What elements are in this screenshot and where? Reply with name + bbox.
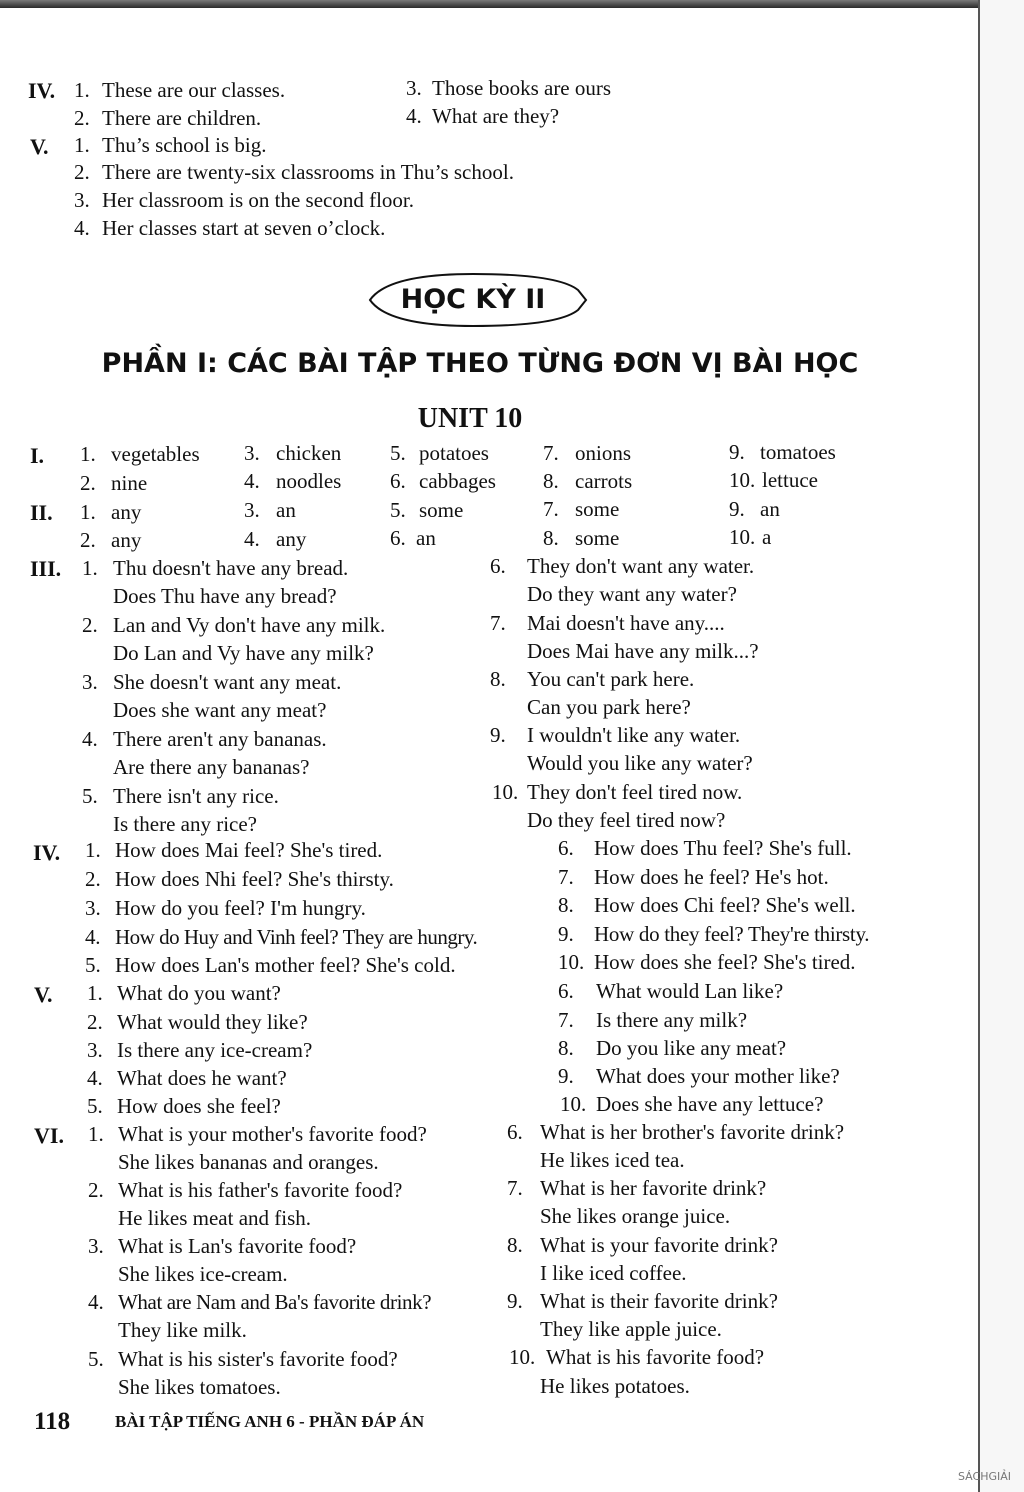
item-number: 1.: [74, 78, 90, 102]
item-number: 7.: [543, 497, 559, 521]
item-number: 7.: [558, 865, 574, 889]
answer-text: There are twenty-six classrooms in Thu’s school.: [102, 160, 514, 184]
section-label: IV.: [33, 840, 61, 865]
item-number: 4.: [244, 469, 260, 493]
item-number: 7.: [558, 1008, 574, 1032]
answer-text: How do you feel? I'm hungry.: [115, 896, 366, 920]
answer-text: Does Thu have any bread?: [113, 584, 337, 608]
answer-text: an: [416, 526, 436, 550]
semester-heading: [358, 270, 588, 330]
answer-text: Do they feel tired now?: [527, 808, 726, 832]
answer-text: noodles: [276, 469, 342, 493]
item-number: 4.: [85, 925, 101, 949]
answer-text: How does Mai feel? She's tired.: [115, 838, 383, 862]
section-label: VI.: [34, 1123, 64, 1148]
item-number: 4.: [406, 104, 422, 128]
answer-text: She likes tomatoes.: [118, 1375, 281, 1399]
answer-text: These are our classes.: [102, 78, 286, 102]
item-number: 8.: [558, 893, 574, 917]
answer-text: Does Mai have any milk...?: [527, 639, 759, 663]
section-label: III.: [30, 556, 62, 581]
answer-text: Are there any bananas?: [113, 755, 310, 779]
section-label: IV.: [28, 78, 56, 103]
answer-text: She likes ice-cream.: [118, 1262, 288, 1286]
answer-text: tomatoes: [760, 440, 836, 464]
item-number: 9.: [490, 723, 506, 747]
answer-text: Her classroom is on the second floor.: [102, 188, 415, 212]
item-number: 2.: [74, 106, 90, 130]
answer-text: How do Huy and Vinh feel? They are hungry.: [115, 925, 478, 949]
item-number: 8.: [490, 667, 506, 691]
answer-text: She likes bananas and oranges.: [118, 1150, 379, 1174]
item-number: 3.: [82, 670, 98, 694]
answer-text: What is your favorite drink?: [540, 1233, 778, 1257]
answer-text: They like apple juice.: [540, 1317, 722, 1341]
answer-text: I like iced coffee.: [540, 1261, 687, 1285]
answer-text: lettuce: [762, 468, 818, 492]
answer-text: What does he want?: [117, 1066, 287, 1090]
item-number: 7.: [507, 1176, 523, 1200]
part-title: PHẦN I: CÁC BÀI TẬP THEO TỪNG ĐƠN VỊ BÀI HỌC: [101, 348, 859, 379]
item-number: 2.: [88, 1178, 104, 1202]
answer-text: Mai doesn't have any....: [527, 611, 725, 635]
item-number: 2.: [74, 160, 90, 184]
item-number: 5.: [85, 953, 101, 977]
item-number: 9.: [558, 922, 574, 946]
item-number: 3.: [87, 1038, 103, 1062]
item-number: 4.: [87, 1066, 103, 1090]
semester-title: HỌC KỲ II: [400, 284, 546, 315]
item-number: 2.: [80, 528, 96, 552]
answer-text: What is his sister's favorite food?: [118, 1347, 398, 1371]
item-number: 10.: [729, 468, 756, 492]
answer-text: vegetables: [111, 442, 200, 466]
answer-text: Can you park here?: [527, 695, 691, 719]
answer-text: Do you like any meat?: [596, 1036, 787, 1060]
answer-text: What does your mother like?: [596, 1064, 840, 1088]
item-number: 1.: [88, 1122, 104, 1146]
answer-text: carrots: [575, 469, 633, 493]
answer-text: How does he feel? He's hot.: [594, 865, 829, 889]
item-number: 6.: [390, 526, 406, 550]
answer-text: They like milk.: [118, 1318, 247, 1342]
item-number: 1.: [74, 133, 90, 157]
item-number: 2.: [87, 1010, 103, 1034]
answer-text: How does she feel? She's tired.: [594, 950, 856, 974]
answer-text: What are Nam and Ba's favorite drink?: [118, 1290, 432, 1314]
item-number: 10.: [492, 780, 519, 804]
answer-text: They don't want any water.: [527, 554, 755, 578]
item-number: 3.: [88, 1234, 104, 1258]
item-number: 10.: [558, 950, 585, 974]
item-number: 1.: [82, 556, 98, 580]
section-label: V.: [30, 134, 49, 159]
answer-text: They don't feel tired now.: [527, 780, 743, 804]
item-number: 4.: [82, 727, 98, 751]
item-number: 6.: [490, 554, 506, 578]
item-number: 2.: [80, 471, 96, 495]
answer-text: What is Lan's favorite food?: [118, 1234, 357, 1258]
item-number: 6.: [507, 1120, 523, 1144]
answer-text: Thu’s school is big.: [102, 133, 267, 157]
answer-text: Her classes start at seven o’clock.: [102, 216, 386, 240]
item-number: 6.: [390, 469, 406, 493]
section-label: V.: [34, 982, 53, 1007]
answer-text: Would you like any water?: [527, 751, 753, 775]
answer-text: How does Nhi feel? She's thirsty.: [115, 867, 394, 891]
answer-text: any: [111, 500, 142, 524]
watermark-logo: SÁCHGIẢI: [958, 1470, 1012, 1483]
answer-text: Is there any milk?: [596, 1008, 748, 1032]
item-number: 2.: [82, 613, 98, 637]
answer-text: What is his favorite food?: [546, 1345, 765, 1369]
answer-text: How does Thu feel? She's full.: [594, 836, 852, 860]
item-number: 1.: [85, 838, 101, 862]
answer-text: He likes meat and fish.: [118, 1206, 312, 1230]
answer-text: There aren't any bananas.: [113, 727, 327, 751]
item-number: 5.: [82, 784, 98, 808]
answer-text: What do you want?: [117, 981, 281, 1005]
answer-text: cabbages: [419, 469, 496, 493]
item-number: 9.: [729, 440, 745, 464]
item-number: 7.: [490, 611, 506, 635]
item-number: 4.: [88, 1290, 104, 1314]
scan-top-edge: [0, 0, 980, 8]
answer-text: What are they?: [432, 104, 560, 128]
answer-text: Does she have any lettuce?: [596, 1092, 824, 1116]
answer-text: Is there any ice-cream?: [117, 1038, 313, 1062]
item-number: 5.: [87, 1094, 103, 1118]
unit-title: UNIT 10: [417, 403, 523, 434]
item-number: 10.: [509, 1345, 536, 1369]
book-title: BÀI TẬP TIẾNG ANH 6 - PHẦN ĐÁP ÁN: [115, 1412, 425, 1431]
item-number: 1.: [80, 442, 96, 466]
item-number: 10.: [560, 1092, 587, 1116]
answer-text: any: [276, 527, 307, 551]
item-number: 4.: [244, 527, 260, 551]
answer-text: How do they feel? They're thirsty.: [594, 922, 870, 946]
answer-text: What would Lan like?: [596, 979, 784, 1003]
answer-text: He likes potatoes.: [540, 1374, 690, 1398]
answer-text: He likes iced tea.: [540, 1148, 685, 1172]
item-number: 3.: [406, 76, 422, 100]
item-number: 8.: [507, 1233, 523, 1257]
answer-text: How does she feel?: [117, 1094, 281, 1118]
item-number: 5.: [88, 1347, 104, 1371]
item-number: 4.: [74, 216, 90, 240]
answer-text: Those books are ours: [432, 76, 612, 100]
answer-text: There are children.: [102, 106, 262, 130]
page-number: 118: [34, 1408, 71, 1435]
section-label: II.: [30, 500, 53, 525]
answer-text: Do they want any water?: [527, 582, 737, 606]
item-number: 2.: [85, 867, 101, 891]
answer-text: Is there any rice?: [113, 812, 257, 836]
answer-text: some: [575, 497, 620, 521]
answer-text: There isn't any rice.: [113, 784, 279, 808]
answer-text: Lan and Vy don't have any milk.: [113, 613, 386, 637]
answer-text: an: [760, 497, 780, 521]
answer-text: Does she want any meat?: [113, 698, 327, 722]
item-number: 1.: [87, 981, 103, 1005]
answer-text: You can't park here.: [527, 667, 695, 691]
answer-text: some: [419, 498, 464, 522]
item-number: 9.: [558, 1064, 574, 1088]
answer-text: What is her brother's favorite drink?: [540, 1120, 845, 1144]
answer-text: onions: [575, 441, 632, 465]
answer-text: chicken: [276, 441, 342, 465]
scan-right-edge: [978, 0, 1024, 1492]
answer-text: How does Chi feel? She's well.: [594, 893, 856, 917]
answer-text: Do Lan and Vy have any milk?: [113, 641, 374, 665]
answer-text: an: [276, 498, 296, 522]
answer-text: any: [111, 528, 142, 552]
item-number: 8.: [543, 526, 559, 550]
answer-text: She doesn't want any meat.: [113, 670, 342, 694]
item-number: 6.: [558, 979, 574, 1003]
answer-text: Thu doesn't have any bread.: [113, 556, 349, 580]
item-number: 6.: [558, 836, 574, 860]
section-label: I.: [30, 443, 45, 468]
answer-text: What is her favorite drink?: [540, 1176, 767, 1200]
answer-text: some: [575, 526, 620, 550]
answer-text: She likes orange juice.: [540, 1204, 731, 1228]
item-number: 5.: [390, 498, 406, 522]
answer-text: I wouldn't like any water.: [527, 723, 741, 747]
item-number: 10.: [729, 525, 756, 549]
answer-text: a: [762, 525, 772, 549]
item-number: 5.: [390, 441, 406, 465]
answer-text: What is your mother's favorite food?: [118, 1122, 427, 1146]
answer-text: What would they like?: [117, 1010, 308, 1034]
answer-text: nine: [111, 471, 148, 495]
item-number: 3.: [244, 441, 260, 465]
answer-text: What is their favorite drink?: [540, 1289, 778, 1313]
answer-text: What is his father's favorite food?: [118, 1178, 403, 1202]
item-number: 3.: [85, 896, 101, 920]
item-number: 9.: [507, 1289, 523, 1313]
item-number: 1.: [80, 500, 96, 524]
item-number: 9.: [729, 497, 745, 521]
item-number: 8.: [558, 1036, 574, 1060]
answer-text: How does Lan's mother feel? She's cold.: [115, 953, 456, 977]
item-number: 3.: [74, 188, 90, 212]
answer-text: potatoes: [419, 441, 489, 465]
item-number: 7.: [543, 441, 559, 465]
item-number: 3.: [244, 498, 260, 522]
item-number: 8.: [543, 469, 559, 493]
